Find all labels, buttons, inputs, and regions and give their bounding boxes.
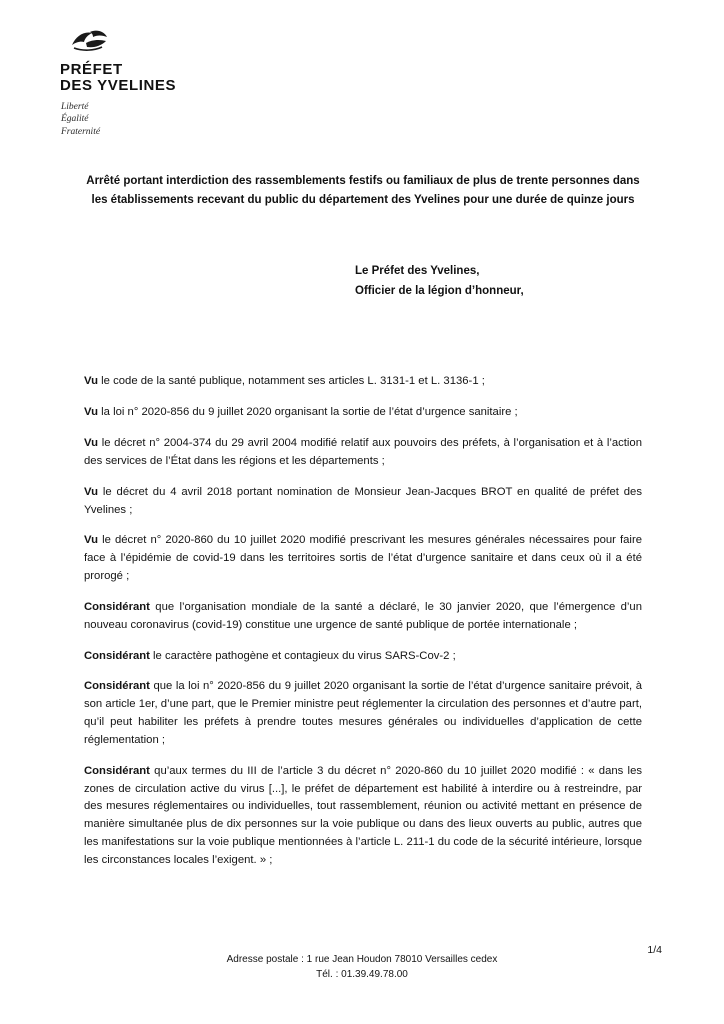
footer-address: Adresse postale : 1 rue Jean Houdon 78010 Versailles cedex (226, 954, 498, 965)
prefecture-line-2: DES YVELINES (60, 76, 177, 94)
footer-phone: Tél. : 01.39.49.78.00 (316, 969, 408, 980)
paragraph-lead: Considérant (84, 680, 150, 693)
paragraph (84, 373, 642, 391)
motto-liberte: Liberté (61, 101, 89, 112)
paragraph (84, 599, 642, 635)
paragraph-lead: Vu (84, 406, 99, 419)
motto-fraternite: Fraternité (61, 127, 101, 138)
letterhead (60, 26, 320, 139)
footer (0, 952, 724, 982)
paragraph-lead: Vu (84, 436, 99, 449)
signatory-role: Le Préfet des Yvelines, (355, 265, 480, 277)
paragraph-text: qu’aux termes du III de l’article 3 du décret n° 2020-860 du 10 juillet 2020 modifié : « dans les zones de circulation active du virus [...], le préfet de département est habilité à interdire ou à restreindre, par des mesures réglementaires ou individuelles, tout rassemblement, réunion ou activité mettant en présence de manière simultanée plus de dix personnes sur la voie publique ou dans des lieux ouverts au public, autres que les manifestations sur la voie publique mentionnées à l’article L. 211-1 du code de la sécurité intérieure, lorsque les circonstances locales l’exigent. » ; (84, 764, 642, 867)
paragraph (84, 532, 642, 586)
paragraph-lead: Considérant (84, 649, 150, 662)
paragraph-text: la loi n° 2020-856 du 9 juillet 2020 organisant la sortie de l’état d’urgence sanitaire ; (98, 406, 518, 419)
paragraph-text: le décret n° 2004-374 du 29 avril 2004 modifié relatif aux pouvoirs des préfets, à l’organisation et à l’action des services de l’État dans les régions et les départements ; (84, 436, 642, 467)
paragraph-text: que la loi n° 2020-856 du 9 juillet 2020 organisant la sortie de l’état d’urgence sanitaire prévoit, à son article 1er, d’une part, que le Premier ministre peut réglementer la circulation des personnes et d’autre part, qu’il peut habiliter les préfets à prendre toutes mesures générales ou individuelles d’application de cette réglementation ; (84, 680, 642, 746)
paragraph-text: le code de la santé publique, notamment ses articles L. 3131-1 et L. 3136-1 ; (98, 375, 485, 388)
paragraph-text: le caractère pathogène et contagieux du virus SARS-Cov-2 ; (149, 649, 456, 662)
paragraph-text: le décret du 4 avril 2018 portant nomination de Monsieur Jean-Jacques BROT en qualité de préfet des Yvelines ; (84, 485, 642, 516)
paragraph-text: le décret n° 2020-860 du 10 juillet 2020 modifié prescrivant les mesures générales nécessaires pour faire face à l’épidémie de covid-19 dans les territoires sortis de l’état d’urgence sanitaire et dans ceux où il a été prorogé ; (84, 534, 642, 583)
french-republic-crest-icon (68, 26, 112, 56)
republic-motto (61, 101, 320, 139)
paragraph (84, 763, 642, 870)
paragraph-text: que l’organisation mondiale de la santé a déclaré, le 30 janvier 2020, que l’émergence d’un nouveau coronavirus (covid-19) constitue une urgence de santé publique de portée internationale ; (84, 600, 642, 631)
paragraph-lead: Vu (84, 375, 99, 388)
document-body (84, 362, 642, 883)
paragraph-lead: Vu (84, 534, 99, 547)
page-number: 1/4 (647, 944, 662, 956)
prefecture-line-1: PRÉFET (60, 61, 123, 78)
paragraph (84, 648, 642, 666)
paragraph (84, 435, 642, 471)
page-title: Arrêté portant interdiction des rassemblements festifs ou familiaux de plus de trente personnes dans les établissements recevant du public du département des Yvelines pour une durée de quinze jours (86, 175, 640, 206)
paragraph-lead: Vu (84, 485, 99, 498)
paragraph (84, 678, 642, 749)
paragraph (84, 404, 642, 422)
paragraph-lead: Considérant (84, 764, 150, 777)
signatory-title: Officier de la légion d’honneur, (355, 284, 524, 297)
motto-egalite: Égalité (61, 114, 89, 125)
paragraph-lead: Considérant (84, 600, 150, 613)
signatory-block (355, 262, 655, 301)
paragraph (84, 484, 642, 520)
